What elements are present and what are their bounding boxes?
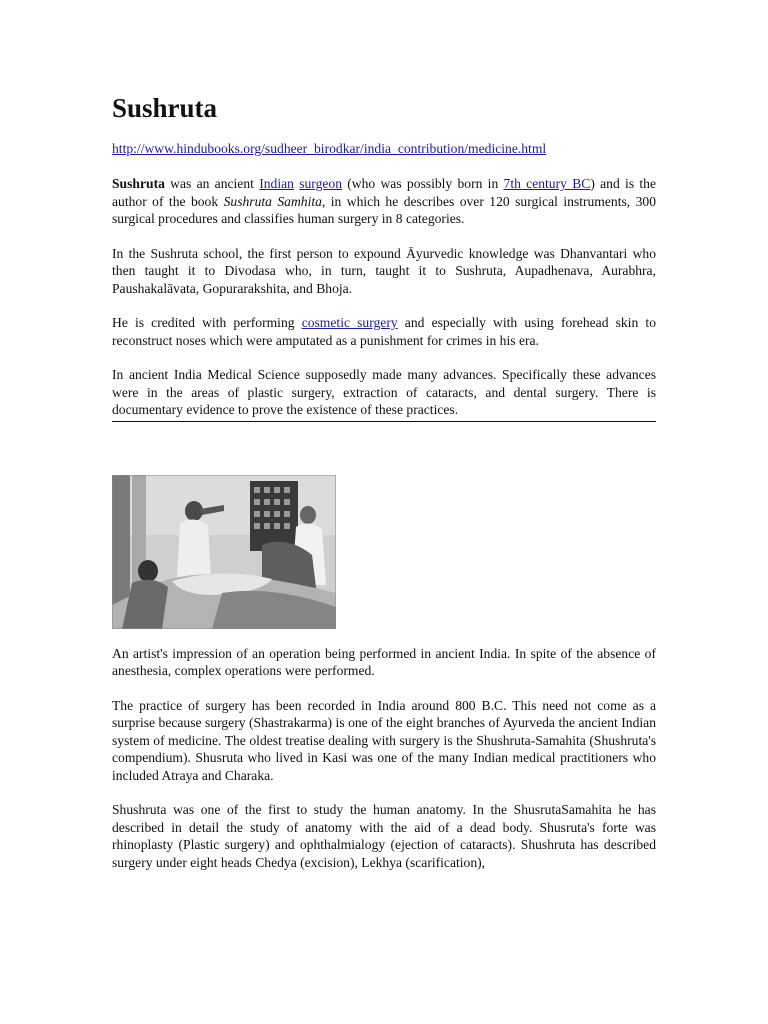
text-run: He is credited with performing [112, 315, 302, 330]
page-title: Sushruta [112, 93, 218, 123]
text-run: , in which he describes over 120 surgical instruments, 300 surgical procedures and classifies human surgery in 8 categories. [112, 193, 656, 226]
paragraph-practice: The practice of surgery has been recorded in India around 800 B.C. This need not come as a surprise because surgery (Shastrakarma) is one of the eight branches of Ayurveda the ancient Indian system of medicine. The oldest treatise dealing with surgery is the Shushruta-Samahita (Shushruta's compendium). Shusruta who lived in Kasi was one of the many Indian medical practitioners who included Atraya and Charaka. [112, 697, 656, 783]
paragraph-anatomy: Shushruta was one of the first to study the human anatomy. In the ShusrutaSamahita he has described in detail the study of anatomy with the aid of a dead body. Shusruta's forte was rhinoplasty (Plastic surgery) and ophthalmialogy (ejection of cataracts). Shushruta has described surgery under eight heads Chedya (excision), Lekhya (scarification), [112, 802, 656, 870]
image-caption: An artist's impression of an operation being performed in ancient India. In spite of the absence of anesthesia, complex operations were performed. [112, 645, 656, 678]
subject-name: Sushruta [112, 176, 165, 191]
document-page [112, 88, 656, 871]
link-cosmetic-surgery[interactable]: cosmetic surgery [301, 315, 398, 330]
text-run: and especially with using forehead skin to reconstruct noses which were amputated as a punishment for crimes in his era. [112, 315, 656, 348]
text-run: was an ancient [164, 176, 260, 191]
link-7th-century-bc[interactable]: 7th century BC [503, 176, 591, 191]
source-url-link[interactable]: http://www.hindubooks.org/sudheer_birodkar/india_contribution/medicine.html [112, 141, 547, 156]
operation-illustration-image [112, 475, 336, 629]
illustration-drawing [112, 475, 336, 629]
link-surgeon[interactable]: surgeon [299, 176, 343, 191]
text-run: ) and is the author of the book [112, 176, 656, 209]
paragraph-advances: In ancient India Medical Science supposedly made many advances. Specifically these advances were in the areas of plastic surgery, extraction of cataracts, and dental surgery. There is documentary evidence to prove the existence of these practices. [112, 367, 656, 417]
horizontal-rule [112, 421, 656, 422]
paragraph-cosmetic [112, 314, 656, 349]
paragraph-school: In the Sushruta school, the first person to expound Āyurvedic knowledge was Dhanvantari who then taught it to Divodasa who, in turn, taught it to Sushruta, Aupadhenava, Aurabhra, Paushakalāvata, Gopurarakshita, and Bhoja. [112, 245, 656, 296]
paragraph-intro [112, 175, 656, 228]
link-indian[interactable]: Indian [259, 176, 294, 191]
book-title: Sushruta Samhita [223, 193, 322, 209]
text-run: (who was possibly born in [342, 176, 504, 191]
